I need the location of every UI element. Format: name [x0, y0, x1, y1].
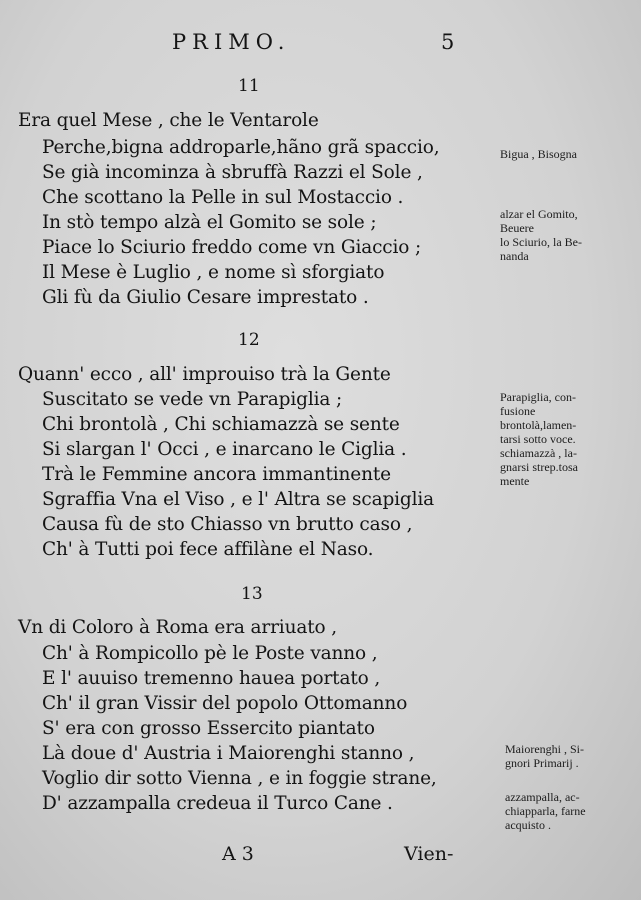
page-number: 5 [441, 30, 455, 54]
margin-note [500, 207, 582, 263]
verse-line: Suscitato se vede vn Parapiglia ; [42, 389, 343, 410]
verse-line: Quann' ecco , all' improuiso trà la Gente [18, 364, 391, 385]
margin-note-line: Beuere [500, 221, 534, 235]
margin-note-line: nanda [500, 249, 529, 263]
verse-line: Sgraffia Vna el Viso , e l' Altra se scapiglia [42, 489, 435, 510]
margin-note-line: Parapiglia, con- [500, 390, 576, 404]
stanza-number: 12 [238, 330, 260, 350]
verse-line: Se già incominza à sbruffà Razzi el Sole , [42, 162, 423, 183]
margin-note [505, 790, 586, 832]
verse-line: In stò tempo alzà el Gomito se sole ; [42, 212, 377, 233]
catchword: Vien- [404, 843, 454, 865]
verse-line: Là doue d' Austria i Maiorenghi stanno , [42, 743, 415, 764]
margin-note-line: Maiorenghi , Si- [505, 742, 584, 756]
verse-line: Voglio dir sotto Vienna , e in foggie strane, [42, 768, 437, 789]
verse-line: E l' auuiso tremenno hauea portato , [42, 668, 381, 689]
verse-line: Perche,bigna addroparle,hãno grã spaccio, [42, 137, 440, 158]
margin-note-line: gnori Primarij . [505, 756, 579, 770]
verse-line: Il Mese è Luglio , e nome sì sforgiato [42, 262, 385, 283]
margin-note-line: gnarsi strep.tosa [500, 460, 578, 474]
margin-note-line: alzar el Gomito, [500, 207, 578, 221]
verse-line: Trà le Femmine ancora immantinente [42, 464, 391, 485]
signature-mark: A 3 [222, 843, 254, 865]
margin-note-line: lo Sciurio, la Be- [500, 235, 582, 249]
margin-note-line: tarsi sotto voce. [500, 432, 576, 446]
margin-note-line: mente [500, 474, 530, 488]
verse-line: Che scottano la Pelle in sul Mostaccio . [42, 187, 404, 208]
margin-note [500, 390, 578, 488]
stanza-number: 11 [238, 76, 260, 96]
stanza-number: 13 [241, 584, 263, 604]
margin-note-line: schiamazzà , la- [500, 446, 577, 460]
margin-note-line: brontolà,lamen- [500, 418, 577, 432]
margin-note-line: chiapparla, farne [505, 804, 586, 818]
verse-line: Piace lo Sciurio freddo come vn Giaccio ; [42, 237, 422, 258]
verse-line: Ch' à Tutti poi fece affilàne el Naso. [42, 539, 374, 560]
verse-line: D' azzampalla credeua il Turco Cane . [42, 793, 393, 814]
verse-line: S' era con grosso Essercito piantato [42, 718, 375, 739]
verse-line: Era quel Mese , che le Ventarole [18, 110, 319, 131]
margin-note-line: azzampalla, ac- [505, 790, 580, 804]
verse-line: Chi brontolà , Chi schiamazzà se sente [42, 414, 400, 435]
verse-line: Vn di Coloro à Roma era arriuato , [18, 617, 337, 638]
margin-note [505, 742, 584, 770]
verse-line: Ch' il gran Vissir del popolo Ottomanno [42, 693, 408, 714]
margin-note-line: acquisto . [505, 818, 551, 832]
verse-line: Si slargan l' Occi , e inarcano le Ciglia . [42, 439, 407, 460]
margin-note [500, 147, 577, 161]
verse-line: Causa fù de sto Chiasso vn brutto caso , [42, 514, 413, 535]
verse-line: Ch' à Rompicollo pè le Poste vanno , [42, 643, 378, 664]
margin-note-line: Bigua , Bisogna [500, 147, 577, 161]
margin-note-line: fusione [500, 404, 536, 418]
verse-line: Gli fù da Giulio Cesare imprestato . [42, 287, 369, 308]
page-header-title: PRIMO. [172, 30, 291, 54]
